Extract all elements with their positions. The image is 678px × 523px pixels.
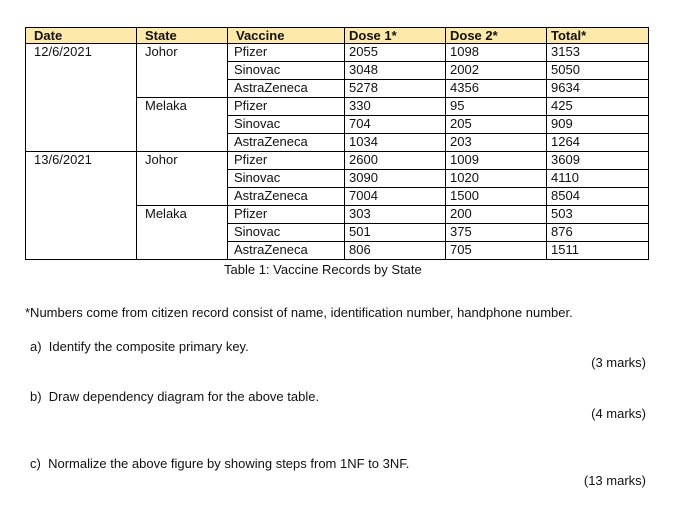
cell-dose2: 1500	[446, 188, 547, 206]
cell-dose2: 95	[446, 98, 547, 116]
cell-vaccine: AstraZeneca	[228, 188, 345, 206]
header-dose2: Dose 2*	[446, 28, 547, 44]
cell-date	[26, 206, 137, 224]
vaccine-records-table	[25, 27, 649, 260]
cell-vaccine: Sinovac	[228, 224, 345, 242]
cell-dose1: 2600	[345, 152, 446, 170]
marks-c: (13 marks)	[583, 473, 646, 488]
question-a	[30, 339, 249, 354]
cell-total: 503	[547, 206, 649, 224]
marks-a: (3 marks)	[591, 355, 646, 370]
table-row	[26, 242, 649, 260]
cell-state	[137, 170, 228, 188]
cell-dose2: 1098	[446, 44, 547, 62]
cell-total: 909	[547, 116, 649, 134]
cell-dose1: 7004	[345, 188, 446, 206]
cell-vaccine: Pfizer	[228, 206, 345, 224]
question-c	[30, 456, 409, 471]
cell-dose2: 1020	[446, 170, 547, 188]
cell-vaccine: Sinovac	[228, 62, 345, 80]
cell-dose1: 3048	[345, 62, 446, 80]
cell-date	[26, 242, 137, 260]
cell-dose1: 303	[345, 206, 446, 224]
question-text: Draw dependency diagram for the above table.	[48, 389, 320, 404]
cell-date	[26, 116, 137, 134]
header-date: Date	[26, 28, 137, 44]
table-row	[26, 62, 649, 80]
question-b	[30, 389, 319, 404]
cell-total: 1511	[547, 242, 649, 260]
question-label: b)	[30, 389, 42, 404]
cell-dose2: 203	[446, 134, 547, 152]
cell-dose1: 806	[345, 242, 446, 260]
table-header-row	[26, 28, 649, 44]
table-row	[26, 224, 649, 242]
cell-dose2: 205	[446, 116, 547, 134]
marks-b: (4 marks)	[591, 406, 646, 421]
table-row	[26, 188, 649, 206]
cell-vaccine: Pfizer	[228, 152, 345, 170]
cell-state	[137, 62, 228, 80]
table-row	[26, 44, 649, 62]
cell-dose2: 200	[446, 206, 547, 224]
cell-vaccine: Pfizer	[228, 44, 345, 62]
table-row	[26, 206, 649, 224]
cell-dose2: 4356	[446, 80, 547, 98]
cell-state	[137, 116, 228, 134]
cell-dose1: 3090	[345, 170, 446, 188]
cell-total: 9634	[547, 80, 649, 98]
cell-dose2: 705	[446, 242, 547, 260]
cell-total: 3609	[547, 152, 649, 170]
header-state: State	[137, 28, 228, 44]
table-row	[26, 152, 649, 170]
cell-vaccine: AstraZeneca	[228, 134, 345, 152]
cell-state: Johor	[137, 44, 228, 62]
cell-vaccine: Sinovac	[228, 116, 345, 134]
question-text: Normalize the above figure by showing steps from 1NF to 3NF.	[48, 456, 410, 471]
cell-total: 4110	[547, 170, 649, 188]
cell-dose1: 704	[345, 116, 446, 134]
header-dose1: Dose 1*	[345, 28, 446, 44]
cell-total: 425	[547, 98, 649, 116]
cell-dose1: 5278	[345, 80, 446, 98]
table-row	[26, 80, 649, 98]
cell-state	[137, 80, 228, 98]
cell-state: Melaka	[137, 98, 228, 116]
cell-vaccine: Pfizer	[228, 98, 345, 116]
header-total: Total*	[547, 28, 649, 44]
cell-dose2: 375	[446, 224, 547, 242]
question-label: a)	[30, 339, 42, 354]
table-row	[26, 170, 649, 188]
cell-total: 5050	[547, 62, 649, 80]
cell-total: 876	[547, 224, 649, 242]
cell-total: 3153	[547, 44, 649, 62]
question-label: c)	[30, 456, 41, 471]
cell-dose2: 2002	[446, 62, 547, 80]
cell-date	[26, 134, 137, 152]
table-row	[26, 134, 649, 152]
table-caption: Table 1: Vaccine Records by State	[224, 262, 422, 277]
cell-state	[137, 242, 228, 260]
cell-date: 12/6/2021	[26, 44, 137, 62]
cell-date	[26, 98, 137, 116]
cell-dose1: 330	[345, 98, 446, 116]
question-text: Identify the composite primary key.	[48, 339, 249, 354]
cell-dose1: 1034	[345, 134, 446, 152]
cell-vaccine: AstraZeneca	[228, 80, 345, 98]
cell-date	[26, 188, 137, 206]
cell-vaccine: Sinovac	[228, 170, 345, 188]
cell-dose1: 2055	[345, 44, 446, 62]
cell-dose1: 501	[345, 224, 446, 242]
cell-state	[137, 134, 228, 152]
cell-date: 13/6/2021	[26, 152, 137, 170]
cell-vaccine: AstraZeneca	[228, 242, 345, 260]
cell-date	[26, 224, 137, 242]
cell-dose2: 1009	[446, 152, 547, 170]
cell-date	[26, 62, 137, 80]
cell-state: Johor	[137, 152, 228, 170]
table-row	[26, 116, 649, 134]
cell-state: Melaka	[137, 206, 228, 224]
cell-total: 1264	[547, 134, 649, 152]
table-row	[26, 98, 649, 116]
cell-date	[26, 80, 137, 98]
footnote: *Numbers come from citizen record consist of name, identification number, handphone number.	[25, 305, 573, 320]
cell-state	[137, 188, 228, 206]
header-vaccine: Vaccine	[228, 28, 345, 44]
cell-date	[26, 170, 137, 188]
cell-state	[137, 224, 228, 242]
cell-total: 8504	[547, 188, 649, 206]
